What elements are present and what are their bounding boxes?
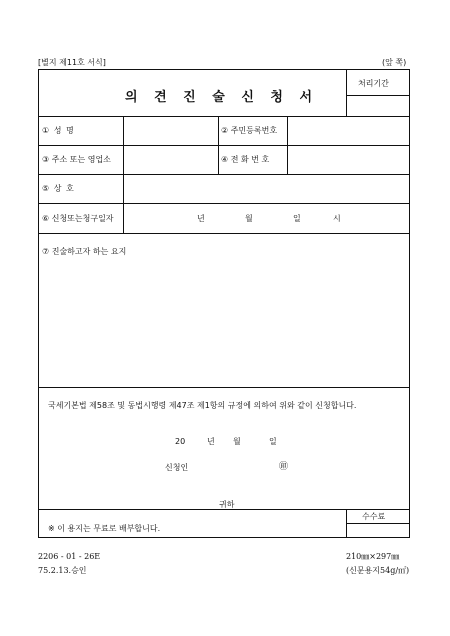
phone-label: ④ 전 화 번 호 (221, 155, 270, 164)
date-time-unit: 시 (333, 214, 341, 223)
seal-icon: ㊞ (279, 462, 289, 472)
vline-right-labels (287, 116, 288, 174)
resident-number-label: ② 주민등록번호 (221, 126, 278, 135)
name-field[interactable] (125, 118, 216, 144)
divider-title (39, 116, 409, 117)
processing-period-label: 처리기간 (358, 79, 389, 88)
date-month-unit: 월 (245, 214, 253, 223)
fee-field[interactable] (348, 525, 407, 537)
divider-fee (346, 523, 409, 524)
vline-processing (346, 70, 347, 116)
form-number-label: [별지 제11호 서식] (38, 58, 106, 67)
form-code: 2206 - 01 - 26E (38, 552, 101, 561)
free-distribution-note: ※ 이 용지는 무료로 배부합니다. (48, 524, 161, 533)
summary-label: ⑦ 진술하고자 하는 요지 (42, 247, 127, 256)
summary-area[interactable] (41, 260, 407, 385)
date-day-unit: 일 (293, 214, 301, 223)
paper-size: 210㎜×297㎜ (346, 552, 400, 561)
addressee-label: 귀하 (219, 500, 235, 509)
request-date-label: ⑥ 신청또는청구일자 (42, 214, 114, 223)
divider-processing (346, 95, 409, 96)
vline-middle (218, 116, 219, 174)
form-frame (38, 69, 410, 538)
vline-fee (346, 509, 347, 538)
date-line-year: 년 (207, 437, 215, 446)
approval-date: 75.2.13.승인 (38, 566, 87, 575)
vline-labels (123, 116, 124, 233)
divider-row4 (39, 233, 409, 234)
fee-label: 수수료 (362, 512, 386, 521)
trade-name-field[interactable] (125, 176, 407, 202)
applicant-label: 신청인 (165, 463, 189, 472)
paper-type: (신문용지54g/㎡) (346, 566, 410, 575)
divider-summary (39, 387, 409, 388)
statement-text: 국세기본법 제58조 및 동법시행령 제47조 제1항의 규정에 의하여 위와 같이 신청합니다. (48, 401, 357, 410)
address-field[interactable] (125, 147, 216, 173)
date-prefix: 20 (175, 437, 186, 446)
divider-row3 (39, 203, 409, 204)
name-label: ① 성 명 (42, 126, 74, 135)
form-title: 의 견 진 술 신 청 서 (125, 90, 319, 105)
address-label: ③ 주소 또는 영업소 (42, 155, 111, 164)
date-line-day: 일 (269, 437, 277, 446)
trade-name-label: ⑤ 상 호 (42, 184, 74, 193)
date-year-unit: 년 (197, 214, 205, 223)
phone-field[interactable] (289, 147, 407, 173)
page-side-label: (앞 쪽) (382, 58, 407, 67)
resident-number-field[interactable] (289, 118, 407, 144)
date-line-month: 월 (233, 437, 241, 446)
divider-row2 (39, 174, 409, 175)
divider-row1 (39, 145, 409, 146)
request-date-field[interactable] (125, 205, 407, 232)
